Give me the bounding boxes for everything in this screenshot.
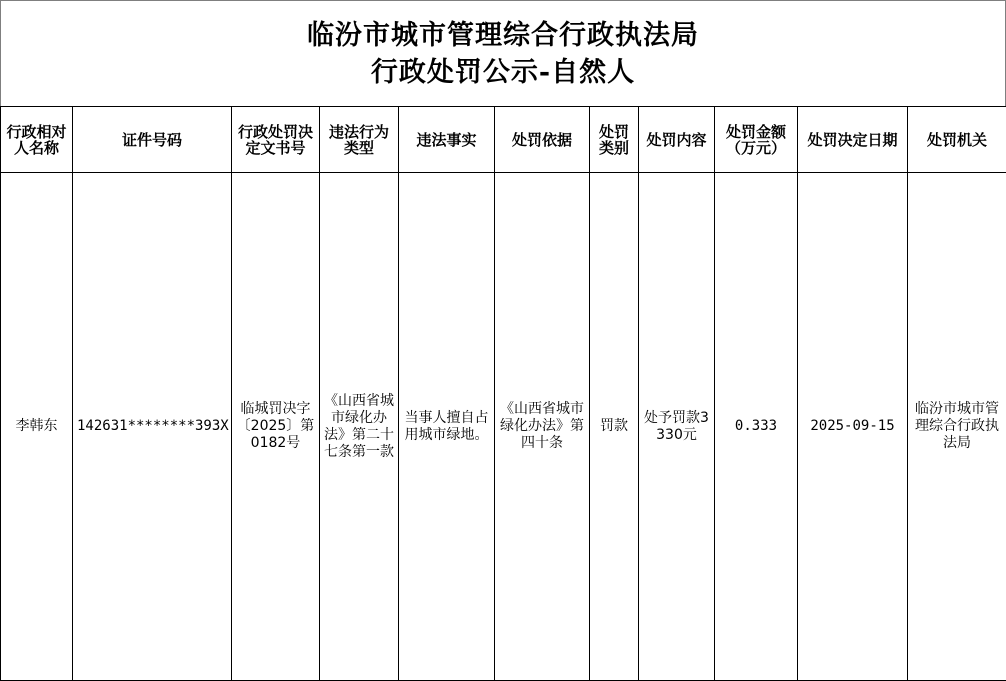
cell-amount: 0.333	[715, 173, 798, 681]
header-authority: 处罚机关	[908, 107, 1006, 173]
header-category: 处罚类别	[590, 107, 639, 173]
page-title: 临汾市城市管理综合行政执法局	[307, 17, 699, 54]
cell-basis: 《山西省城市绿化办法》第四十条	[495, 173, 590, 681]
header-doc-number: 行政处罚决定文书号	[232, 107, 320, 173]
penalty-table	[0, 106, 1006, 681]
header-party-name: 行政相对人名称	[1, 107, 73, 173]
table-header-row	[1, 107, 1006, 173]
header-id-number: 证件号码	[73, 107, 232, 173]
cell-doc-number: 临城罚决字〔2025〕第0182号	[232, 173, 320, 681]
cell-category: 罚款	[590, 173, 639, 681]
header-date: 处罚决定日期	[798, 107, 908, 173]
title-block	[0, 0, 1006, 106]
cell-violation-type: 《山西省城市绿化办法》第二十七条第一款	[320, 173, 399, 681]
page-subtitle: 行政处罚公示-自然人	[371, 54, 635, 91]
cell-party-name: 李韩东	[1, 173, 73, 681]
header-content: 处罚内容	[639, 107, 715, 173]
cell-date: 2025-09-15	[798, 173, 908, 681]
table-row	[1, 173, 1006, 681]
header-amount: 处罚金额（万元）	[715, 107, 798, 173]
cell-content: 处予罚款3330元	[639, 173, 715, 681]
cell-id-number: 142631********393X	[73, 173, 232, 681]
cell-authority: 临汾市城市管理综合行政执法局	[908, 173, 1006, 681]
cell-facts: 当事人擅自占用城市绿地。	[399, 173, 495, 681]
header-facts: 违法事实	[399, 107, 495, 173]
header-violation-type: 违法行为类型	[320, 107, 399, 173]
header-basis: 处罚依据	[495, 107, 590, 173]
